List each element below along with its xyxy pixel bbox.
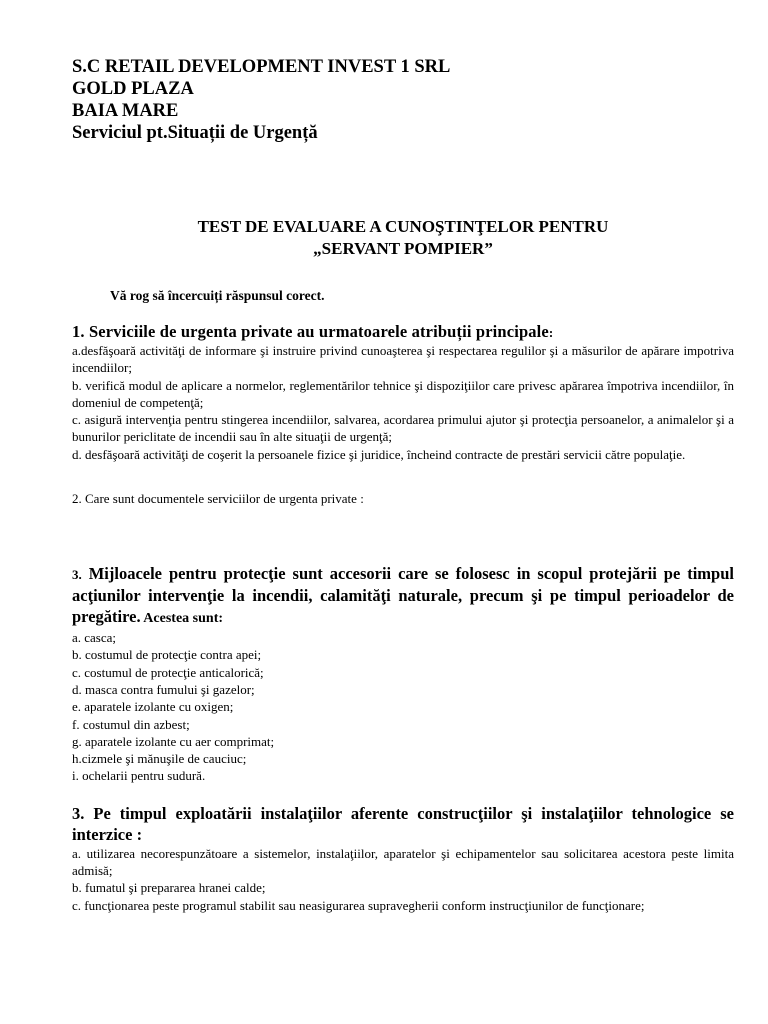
company-department: Serviciul pt.Situații de Urgență	[72, 123, 318, 143]
question-1-option-a: a.desfăşoară activităţi de informare şi instruire privind cunoaşterea şi respectarea regulilor şi a măsurilor de apărare impotriva incendiilor;	[72, 343, 734, 376]
document-title	[72, 216, 734, 260]
question-1-text	[72, 322, 734, 342]
question-3b-option-c: c. funcţionarea peste programul stabilit sau neasigurarea supravegherii conform instrucţiunilor de funcţionare;	[72, 897, 645, 913]
question-3a-option-c: c. costumul de protecţie anticalorică;	[72, 664, 264, 680]
question-3b-option-a: a. utilizarea necorespunzătoare a sistemelor, instalaţiilor, aparatelor şi echipamentelor sau solicitarea acestora peste limita admisă;	[72, 845, 734, 879]
title-line-2: „SERVANT POMPIER”	[313, 239, 493, 258]
question-3a-option-g: g. aparatele izolante cu aer comprimat;	[72, 733, 275, 749]
question-3a-option-e: e. aparatele izolante cu oxigen;	[72, 699, 234, 715]
question-3a-text	[72, 563, 734, 629]
company-name: S.C RETAIL DEVELOPMENT INVEST 1 SRL	[72, 57, 451, 77]
question-1-label: 1. Serviciile de urgenta private au urmatoarele atribuții principale	[72, 322, 549, 341]
instruction-text: Vă rog să încercuiți răspunsul corect.	[110, 288, 325, 303]
question-3b-text: 3. Pe timpul exploatării instalaţiilor aferente construcţiilor şi instalaţiilor tehnologice se interzice :	[72, 803, 734, 844]
question-3a-tail: Acestea sunt:	[140, 611, 224, 627]
question-3a-body: Mijloacele pentru protecţie sunt accesorii care se folosesc in scopul protejării pe timpul acţiunilor intervenţie la incendii, calamităţi naturale, precum şi pe timpul perioadelor de pregătire.	[72, 564, 734, 627]
company-location: GOLD PLAZA	[72, 79, 194, 99]
question-3b	[72, 803, 734, 914]
question-1	[72, 322, 734, 463]
question-1-option-d: d. desfăşoară activităţi de coşerit la persoanele fizice şi juridice, încheind contracte de prestări servicii către populaţie.	[72, 446, 686, 462]
question-1-colon: :	[548, 325, 554, 340]
title-line-1: TEST DE EVALUARE A CUNOŞTINŢELOR PENTRU	[197, 217, 609, 236]
document-page	[72, 56, 734, 914]
company-header	[72, 56, 734, 144]
question-2-text: 2. Care sunt documentele serviciilor de urgenta private :	[72, 491, 364, 507]
question-1-option-b: b. verifică modul de aplicare a normelor, reglementărilor tehnice şi dispoziţiilor care privesc apărarea împotriva incendiilor, în domeniul de competenţă;	[72, 377, 734, 410]
question-3a	[72, 563, 734, 785]
question-1-option-c: c. asigură intervenţia pentru stingerea incendiilor, salvarea, acordarea primului ajutor şi protecţia persoanelor, a animalelor şi a bunurilor periclitate de incendii sau în alte situaţii de urgenţă;	[72, 412, 734, 445]
question-3a-number: 3.	[72, 567, 82, 583]
question-3a-option-h: h.cizmele şi mănuşile de cauciuc;	[72, 751, 247, 767]
company-city: BAIA MARE	[72, 101, 179, 121]
question-3a-option-f: f. costumul din azbest;	[72, 716, 190, 732]
question-3a-option-a: a. casca;	[72, 630, 117, 646]
question-3b-option-b: b. fumatul şi prepararea hranei calde;	[72, 880, 266, 896]
question-3a-option-i: i. ochelarii pentru sudură.	[72, 768, 206, 784]
question-3a-option-b: b. costumul de protecţie contra apei;	[72, 647, 262, 663]
question-3a-option-d: d. masca contra fumului şi gazelor;	[72, 681, 255, 697]
